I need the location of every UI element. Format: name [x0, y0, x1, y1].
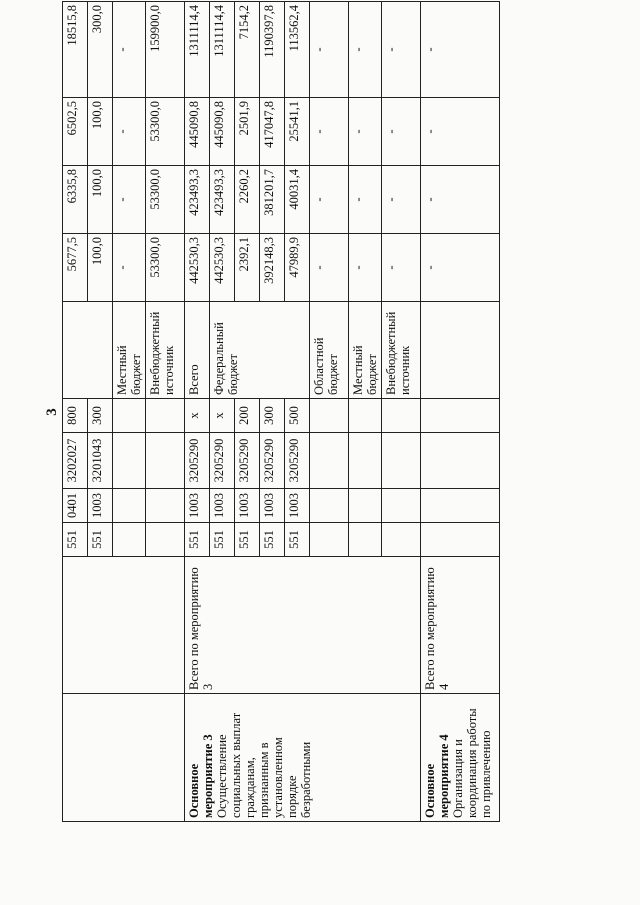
value-year-1: -	[310, 234, 349, 302]
vr-code: 500	[285, 399, 310, 433]
grbs-code: 551	[260, 523, 285, 557]
csr-code: 3205290	[260, 433, 285, 489]
value-total: -	[310, 2, 349, 98]
empty-cell	[382, 433, 421, 489]
grbs-code: 551	[210, 523, 235, 557]
empty-cell	[421, 302, 500, 399]
rotated-table-area	[40, 0, 620, 820]
value-year-1: -	[349, 234, 382, 302]
empty-cell	[63, 694, 185, 822]
empty-cell	[310, 399, 349, 433]
empty-cell	[382, 523, 421, 557]
table-row	[63, 2, 88, 822]
rzpr-code: 1003	[88, 489, 113, 523]
empty-cell	[421, 433, 500, 489]
value-year-3: 417047,8	[260, 98, 285, 166]
source-cell: Областной бюджет	[310, 302, 349, 399]
empty-cell	[382, 399, 421, 433]
empty-cell	[349, 489, 382, 523]
value-year-3: -	[382, 98, 421, 166]
value-year-3: 100,0	[88, 98, 113, 166]
empty-cell	[146, 523, 185, 557]
value-total: 1311114,4	[210, 2, 235, 98]
measure-4-title: Основное мероприятие 4	[423, 734, 451, 818]
rzpr-code: 1003	[185, 489, 210, 523]
empty-cell	[421, 523, 500, 557]
empty-cell	[349, 399, 382, 433]
grbs-code: 551	[235, 523, 260, 557]
value-total: 113562,4	[285, 2, 310, 98]
source-cell: Всего	[185, 302, 210, 399]
rzpr-code: 1003	[260, 489, 285, 523]
source-cell	[63, 302, 113, 399]
grbs-code: 551	[63, 523, 88, 557]
value-year-3: -	[310, 98, 349, 166]
rzpr-code: 1003	[285, 489, 310, 523]
value-year-2: 53300,0	[146, 166, 185, 234]
value-total: -	[113, 2, 146, 98]
measure-3-total-label: Всего по мероприятию 3	[185, 557, 421, 694]
source-cell: Местный бюджет	[113, 302, 146, 399]
value-total: 300,0	[88, 2, 113, 98]
empty-cell	[349, 523, 382, 557]
vr-code: 200	[235, 399, 260, 433]
value-year-3: 445090,8	[185, 98, 210, 166]
value-year-3: 53300,0	[146, 98, 185, 166]
source-cell: Местный бюджет	[349, 302, 382, 399]
table-row	[421, 2, 500, 822]
empty-cell	[146, 489, 185, 523]
csr-code: 3205290	[285, 433, 310, 489]
value-year-2: -	[113, 166, 146, 234]
budget-table	[62, 1, 500, 822]
value-year-2: 423493,3	[185, 166, 210, 234]
value-year-2: -	[421, 166, 500, 234]
page-number: 3	[44, 408, 60, 416]
grbs-code: 551	[88, 523, 113, 557]
empty-cell	[113, 489, 146, 523]
vr-code: 300	[88, 399, 113, 433]
empty-cell	[310, 489, 349, 523]
value-year-2: 381201,7	[260, 166, 285, 234]
value-year-1: 442530,3	[185, 234, 210, 302]
empty-cell	[113, 523, 146, 557]
value-year-1: -	[382, 234, 421, 302]
measure-3-title: Основное мероприятие 3	[187, 734, 215, 818]
value-total: 18515,8	[63, 2, 88, 98]
csr-code: 3205290	[235, 433, 260, 489]
value-year-2: 40031,4	[285, 166, 310, 234]
csr-code: 3205290	[185, 433, 210, 489]
value-year-3: 25541,1	[285, 98, 310, 166]
empty-cell	[113, 399, 146, 433]
empty-cell	[113, 433, 146, 489]
measure-3-cell	[185, 694, 421, 822]
value-year-1: -	[113, 234, 146, 302]
grbs-code: 551	[185, 523, 210, 557]
value-year-3: 6502,5	[63, 98, 88, 166]
value-year-2: 423493,3	[210, 166, 235, 234]
rotated-table-content	[40, 2, 620, 822]
measure-3-description: Осуществление социальных выплат гражданам, признанным в установленном порядке безработными	[215, 712, 313, 818]
value-total: 159900,0	[146, 2, 185, 98]
value-year-1: 392148,3	[260, 234, 285, 302]
grbs-code: 551	[285, 523, 310, 557]
value-year-2: -	[382, 166, 421, 234]
value-total: -	[382, 2, 421, 98]
empty-cell	[310, 433, 349, 489]
value-year-3: -	[421, 98, 500, 166]
empty-cell	[421, 489, 500, 523]
empty-cell	[146, 433, 185, 489]
vr-code: x	[185, 399, 210, 433]
rzpr-code: 1003	[235, 489, 260, 523]
value-total: -	[349, 2, 382, 98]
rzpr-code: 1003	[210, 489, 235, 523]
value-total: 1311114,4	[185, 2, 210, 98]
value-year-2: 6335,8	[63, 166, 88, 234]
vr-code: x	[210, 399, 235, 433]
vr-code: 300	[260, 399, 285, 433]
value-year-3: 2501,9	[235, 98, 260, 166]
value-year-2: 100,0	[88, 166, 113, 234]
table-row	[185, 2, 210, 822]
value-year-2: -	[349, 166, 382, 234]
measure-4-description: Организация и координация работы по привлечению	[451, 708, 493, 818]
value-year-1: 5677,5	[63, 234, 88, 302]
value-year-2: -	[310, 166, 349, 234]
vr-code: 800	[63, 399, 88, 433]
value-year-2: 2260,2	[235, 166, 260, 234]
value-total: 7154,2	[235, 2, 260, 98]
value-total: -	[421, 2, 500, 98]
value-year-1: -	[421, 234, 500, 302]
rzpr-code: 0401	[63, 489, 88, 523]
measure-4-cell	[421, 694, 500, 822]
value-year-1: 442530,3	[210, 234, 235, 302]
source-cell: Внебюджетный источник	[146, 302, 185, 399]
empty-cell	[349, 433, 382, 489]
csr-code: 3205290	[210, 433, 235, 489]
empty-cell	[382, 489, 421, 523]
value-year-1: 2392,1	[235, 234, 260, 302]
empty-cell	[421, 399, 500, 433]
csr-code: 3201043	[88, 433, 113, 489]
empty-cell	[310, 523, 349, 557]
value-year-3: -	[349, 98, 382, 166]
value-year-1: 47989,9	[285, 234, 310, 302]
value-year-1: 100,0	[88, 234, 113, 302]
measure-4-total-label: Всего по мероприятию 4	[421, 557, 500, 694]
value-year-3: 445090,8	[210, 98, 235, 166]
value-total: 1190397,8	[260, 2, 285, 98]
empty-cell	[63, 557, 185, 694]
value-year-1: 53300,0	[146, 234, 185, 302]
source-cell: Внебюджетный источник	[382, 302, 421, 399]
csr-code: 3202027	[63, 433, 88, 489]
empty-cell	[146, 399, 185, 433]
source-cell: Федеральный бюджет	[210, 302, 310, 399]
value-year-3: -	[113, 98, 146, 166]
